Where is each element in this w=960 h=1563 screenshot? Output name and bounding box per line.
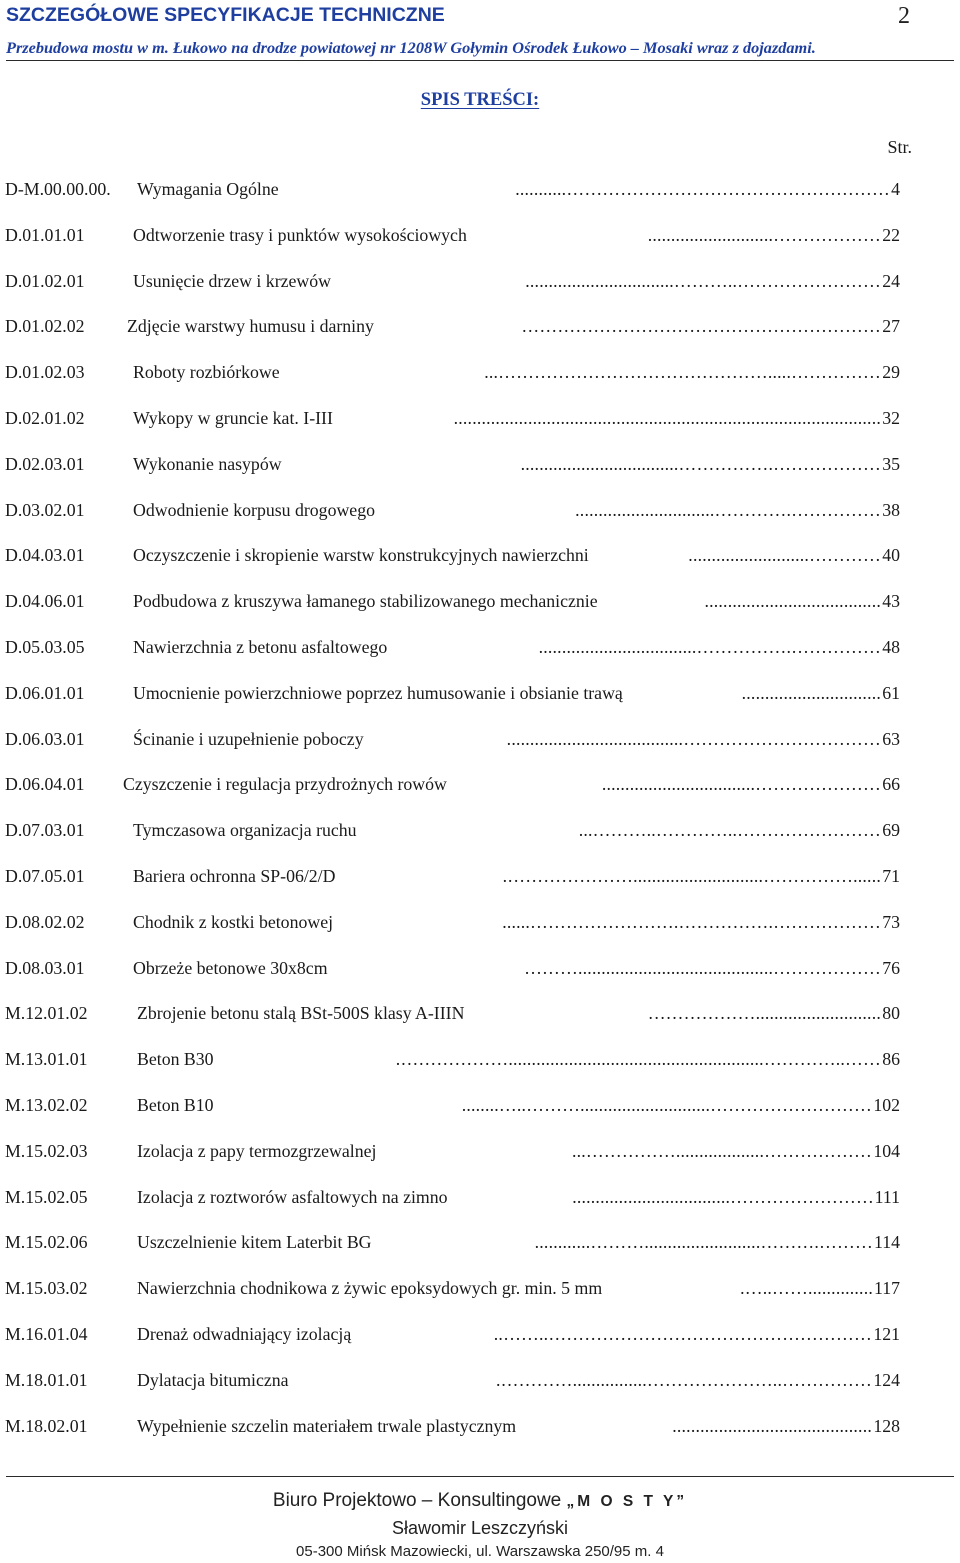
toc-entry-title: Obrzeże betonowe 30x8cm [133, 957, 328, 978]
toc-entry [5, 1416, 900, 1440]
toc-entry-title: Podbudowa z kruszywa łamanego stabilizowanego mechanicznie [133, 591, 598, 612]
toc-heading-wrap [0, 90, 960, 111]
toc-entry-code: D.02.01.02 [5, 408, 85, 428]
footer-person: Sławomir Leszczyński [391, 1518, 569, 1538]
toc-entry-code: M.12.01.02 [5, 1003, 88, 1024]
toc-entry-code: D.05.03.05 [5, 637, 85, 657]
toc-entry-page: 128 [873, 1415, 900, 1436]
page-number: 2 [898, 3, 910, 29]
toc-entry [5, 1324, 900, 1348]
toc-entry-leader: ………………..........................................……… [524, 957, 881, 978]
toc-entry-code: D.07.03.01 [5, 820, 85, 841]
toc-entry-code: M.16.01.04 [5, 1324, 88, 1344]
toc-entry-title: Wykopy w gruncie kat. I-III [133, 408, 333, 428]
toc-entry-title: Bariera ochronna SP-06/2/D [133, 866, 336, 886]
toc-entry-title: Umocnienie powierzchniowe poprzez humusowanie i obsianie trawą [133, 682, 623, 703]
toc-entry-page: 32 [882, 408, 900, 428]
toc-entry-leader: ..............……..…. [740, 1278, 873, 1299]
toc-entry [5, 958, 900, 982]
toc-entry-title: Tymczasowa organizacja ruchu [133, 820, 357, 841]
toc-entry-leader: ………….......................... [688, 545, 881, 566]
toc-entry-page: 27 [882, 316, 900, 337]
toc-entry-leader: ......……………............................…………………. [502, 866, 881, 886]
toc-entry-leader: …………….....………………………………………... [484, 362, 881, 383]
toc-entry-page: 29 [882, 362, 900, 383]
toc-entry-code: D.04.03.01 [5, 545, 85, 566]
toc-entry-page: 63 [882, 728, 900, 749]
toc-entry-title: Roboty rozbiórkowe [133, 362, 280, 383]
toc-entry-page: 40 [882, 545, 900, 566]
toc-entry-page: 104 [873, 1140, 900, 1161]
toc-entry-leader: ........................................... [672, 1415, 872, 1436]
footer-company [0, 1490, 960, 1512]
toc-entry [5, 362, 900, 386]
toc-entry [5, 729, 900, 753]
toc-entry [5, 454, 900, 478]
toc-entry-title: Oczyszczenie i skropienie warstw konstrukcyjnych nawierzchni [133, 545, 589, 566]
toc-entry-page: 61 [882, 682, 900, 703]
toc-entry-page: 121 [873, 1324, 900, 1344]
toc-entry-title: Zdjęcie warstwy humusu i darniny [127, 316, 374, 337]
toc-entry-page: 114 [873, 1232, 900, 1253]
toc-entry-page: 38 [882, 499, 900, 520]
toc-entry [5, 683, 900, 707]
toc-entry-leader: ………………........................... [647, 224, 881, 245]
toc-entry-title: Drenaż odwadniający izolacją [137, 1324, 352, 1344]
toc-entry-leader: ………………………............................………..…........ [461, 1095, 872, 1115]
toc-entry-title: Izolacja z roztworów asfaltowych na zimno [137, 1186, 448, 1207]
toc-entry-leader: ……………….…………….……………………...... [502, 911, 881, 932]
toc-entry-title: Odtworzenie trasy i punktów wysokościowych [133, 224, 467, 245]
toc-entry-leader: ............................................................................................ [453, 408, 881, 428]
toc-entry-leader: ……………….…………….................................. [520, 453, 881, 474]
footer-brand: „M O S T Y” [566, 1493, 688, 1510]
toc-entry-code: D-M.00.00.00. [5, 179, 111, 199]
footer-company-name: Biuro Projektowo – Konsultingowe [272, 1490, 562, 1511]
toc-entry-code: M.15.02.05 [5, 1186, 88, 1207]
toc-entry-title: Ścinanie i uzupełnienie poboczy [133, 728, 364, 749]
toc-heading: SPIS TREŚCI: [420, 90, 540, 110]
toc-entry-leader: ………………………………………………..…….. [493, 1324, 872, 1344]
toc-entry-title: Odwodnienie korpusu drogowego [133, 499, 375, 520]
toc-entry-page: 124 [873, 1369, 900, 1390]
toc-entry-code: D.01.02.01 [5, 270, 85, 291]
document-subtitle: Przebudowa mostu w m. Łukowo na drodze powiatowej nr 1208W Gołymin Ośrodek Łukowo – Mosaki wraz z dojazdami. [6, 38, 816, 57]
toc-entry [5, 1370, 900, 1394]
toc-entry-page: 66 [882, 774, 900, 795]
toc-entry-page: 48 [882, 637, 900, 657]
toc-entry [5, 1278, 900, 1302]
toc-entry-leader: .............................. [741, 682, 881, 703]
toc-entry-code: D.02.03.01 [5, 453, 85, 474]
header-divider [6, 60, 954, 61]
toc-entry-title: Zbrojenie betonu stalą BSt-500S klasy A-IIIN [137, 1003, 465, 1024]
toc-entry-code: M.15.02.03 [5, 1140, 88, 1161]
toc-entry-leader: …………….…………….................................. [538, 637, 881, 657]
toc-entry-code: D.08.03.01 [5, 957, 85, 978]
toc-entry-code: M.18.02.01 [5, 1415, 88, 1436]
toc-entry [5, 1095, 900, 1119]
toc-entry-page: 35 [882, 453, 900, 474]
toc-entry-leader: …………………................................. [601, 774, 881, 795]
footer-divider [6, 1476, 954, 1477]
toc-entry-title: Dylatacja bitumiczna [137, 1369, 289, 1390]
toc-entry-page: 80 [882, 1003, 900, 1024]
toc-entry [5, 591, 900, 615]
toc-entry-title: Czyszczenie i regulacja przydrożnych rowów [123, 774, 447, 795]
toc-entry [5, 408, 900, 432]
toc-entry-code: D.01.02.03 [5, 362, 85, 383]
toc-entry-code: M.18.01.01 [5, 1369, 88, 1390]
toc-entry-leader: ……….……….........................………............ [534, 1232, 873, 1253]
toc-entry-title: Chodnik z kostki betonowej [133, 911, 334, 932]
toc-entry-code: D.06.01.01 [5, 682, 85, 703]
toc-entry-page: 24 [882, 270, 900, 291]
toc-entry-leader: …………….………….............................. [575, 499, 881, 520]
toc-entry-leader: ………………………………………………........... [515, 179, 890, 199]
toc-entry-code: D.06.04.01 [5, 774, 85, 795]
toc-entry [5, 271, 900, 295]
toc-entry-title: Wymagania Ogólne [137, 179, 279, 199]
toc-entry-page: 111 [874, 1186, 900, 1207]
toc-entry-leader: ……………………………...................................... [506, 728, 881, 749]
toc-entry-page: 4 [891, 179, 900, 199]
toc-entry-leader: ……..………….......................................................………………. [395, 1049, 881, 1070]
toc-entry [5, 1232, 900, 1256]
toc-entry-leader: ...................................... [704, 591, 881, 612]
toc-entry [5, 545, 900, 569]
toc-entry-page: 69 [882, 820, 900, 841]
toc-entry [5, 774, 900, 798]
toc-entry-leader: …………………………………………………… [521, 316, 881, 337]
toc-entry-code: D.01.02.02 [5, 316, 85, 337]
toc-entry-page: 102 [873, 1095, 900, 1115]
toc-entry-leader: ……………..…………………................…………. [496, 1369, 872, 1390]
toc-entry-title: Nawierzchnia z betonu asfaltowego [133, 637, 388, 657]
toc-entry-title: Beton B10 [137, 1095, 214, 1115]
toc-entry-code: M.15.03.02 [5, 1278, 88, 1299]
toc-entry-page: 22 [882, 224, 900, 245]
toc-entry-code: M.15.02.06 [5, 1232, 88, 1253]
toc-entry-code: D.01.01.01 [5, 224, 85, 245]
toc-entry-code: D.06.03.01 [5, 728, 85, 749]
toc-entry-title: Beton B30 [137, 1049, 214, 1070]
toc-entry-page: 76 [882, 957, 900, 978]
toc-entry [5, 866, 900, 890]
toc-entry-title: Wypełnienie szczelin materiałem trwale plastycznym [137, 1415, 517, 1436]
toc-entry [5, 179, 900, 203]
footer-address: 05-300 Mińsk Mazowiecki, ul. Warszawska 250/95 m. 4 [296, 1543, 664, 1560]
page-column-label: Str. [887, 137, 912, 157]
toc-entry [5, 500, 900, 524]
toc-entry-page: 71 [882, 866, 900, 886]
toc-entry [5, 637, 900, 661]
toc-entry-leader: ……………………..………................................ [525, 270, 881, 291]
toc-entry-title: Wykonanie nasypów [133, 453, 282, 474]
toc-entry-leader: ……………………..…………..………... [578, 820, 881, 841]
toc-entry-page: 73 [882, 911, 900, 932]
document-header-title: SZCZEGÓŁOWE SPECYFIKACJE TECHNICZNE [6, 4, 445, 26]
toc-entry-page: 117 [873, 1278, 900, 1299]
toc-entry-leader: ...........................……………… [647, 1003, 881, 1024]
toc-entry-page: 86 [882, 1049, 900, 1070]
toc-entry-code: M.13.01.01 [5, 1049, 88, 1070]
toc-entry-code: D.07.05.01 [5, 866, 85, 886]
toc-entry-page: 43 [882, 591, 900, 612]
toc-entry-title: Uszczelnienie kitem Laterbit BG [137, 1232, 372, 1253]
toc-entry [5, 1141, 900, 1165]
toc-entry [5, 1003, 900, 1027]
toc-entry [5, 225, 900, 249]
toc-entry [5, 316, 900, 340]
toc-entry-code: D.03.02.01 [5, 499, 85, 520]
toc-entry-code: M.13.02.02 [5, 1095, 88, 1115]
toc-entry-title: Usunięcie drzew i krzewów [133, 270, 331, 291]
toc-entry-title: Izolacja z papy termozgrzewalnej [137, 1140, 377, 1161]
toc-entry [5, 1187, 900, 1211]
toc-entry [5, 1049, 900, 1073]
toc-entry-code: D.04.06.01 [5, 591, 85, 612]
toc-entry [5, 820, 900, 844]
toc-entry-leader: …………………….................................. [572, 1186, 874, 1207]
toc-entry-leader: ………………...................……………... [572, 1140, 872, 1161]
toc-entry-code: D.08.02.02 [5, 911, 85, 932]
toc-entry-title: Nawierzchnia chodnikowa z żywic epoksydowych gr. min. 5 mm [137, 1278, 603, 1299]
toc-entry [5, 912, 900, 936]
